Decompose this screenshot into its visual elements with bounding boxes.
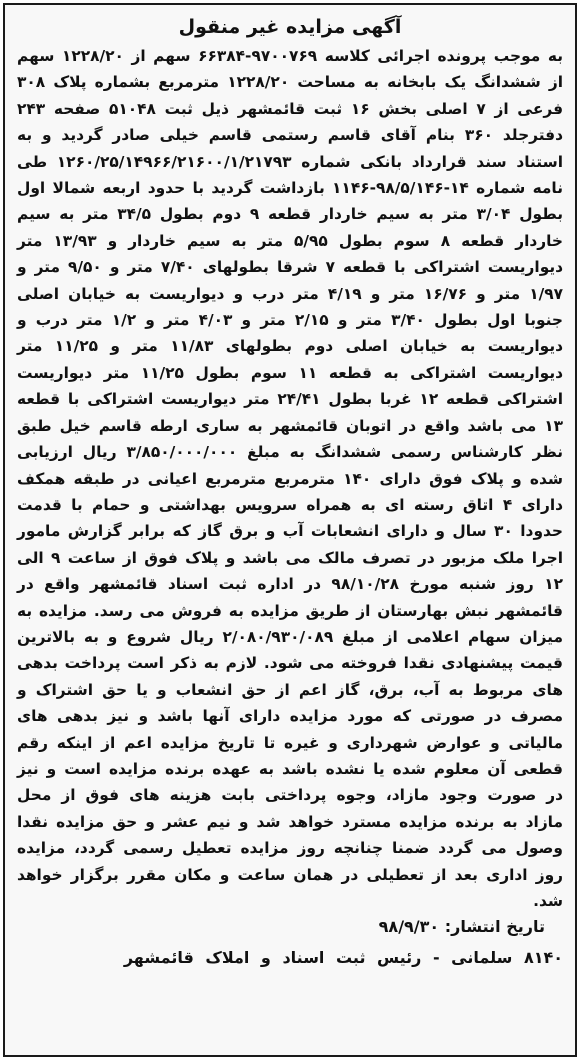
signature-line: ۸۱۴۰ سلمانی - رئیس ثبت اسناد و املاک قائمشهر — [123, 948, 563, 968]
publish-date: تاریخ انتشار: ۹۸/۹/۳۰ — [378, 917, 545, 937]
auction-notice — [17, 13, 563, 972]
notice-body: به موجب پرونده اجرائی کلاسه ۹۷۰۰۷۶۹-۶۶۳۸۴ سهم از ۱۲۲۸/۲۰ سهم از ششدانگ یک بابخانه به مساحت ۱۲۲۸/۲۰ مترمربع بشماره پلاک ۳۰۸ فرعی از ۷ اصلی بخش ۱۶ ثبت قائمشهر ذیل ثبت ۵۱۰۴۸ صفحه ۲۴۳ دفترجلد ۳۶۰ بنام آقای قاسم رستمی قاسم خیلی صادر گردید و به استناد سند قرارداد بانکی شماره ۱۲۶۰/۲۵/۱۴۹۶۶/۲۱۶۰۰/۱/۲۱۷۹۳ طی نامه شماره ۱۴-۹۸/۵/۱۴۶-۱۱۴۶ بازداشت گردید با حدود اربعه شمالا اول بطول ۳/۰۴ متر به سیم خاردار قطعه ۹ دوم بطول ۳۴/۵ متر به سیم خاردار قطعه ۸ سوم بطول ۵/۹۵ متر به سیم خاردار و ۱۳/۹۳ متر دیواریست اشتراکی با قطعه ۷ شرقا بطولهای ۷/۴۰ متر و ۹/۵۰ متر و ۱/۹۷ متر و ۱۶/۷۶ متر و ۴/۱۹ متر درب و دیواریست به خیابان اصلی جنوبا اول بطول ۳/۴۰ متر و ۲/۱۵ متر و ۴/۰۳ متر و ۱/۲ متر درب و دیواریست به خیابان اصلی دوم بطولهای ۱۱/۸۳ متر و ۱۱/۲۵ متر دیواریست اشتراکی به قطعه ۱۱ سوم بطول ۱۱/۲۵ متر دیواریست اشتراکی قطعه ۱۲ غربا بطول ۲۴/۴۱ متر دیواریست اشتراکی با قطعه ۱۳ می باشد واقع در اتوبان قائمشهر به ساری ارطه قاسم خیل طبق نظر کارشناس رسمی ششدانگ به مبلغ ۳/۸۵۰/۰۰۰/۰۰۰ ریال ارزیابی شده و پلاک فوق دارای ۱۴۰ مترمربع مترمربع اعیانی در طبقه همکف دارای ۴ اتاق رسته ای به همراه سرویس بهداشتی و حمام با قدمت حدودا ۳۰ سال و دارای انشعابات آب و برق گاز که برابر گزارش مامور اجرا ملک مزبور در تصرف مالک می باشد و پلاک فوق از ساعت ۹ الی ۱۲ روز شنبه مورخ ۹۸/۱۰/۲۸ در اداره ثبت اسناد قائمشهر واقع در قائمشهر نبش بهارستان از طریق مزایده به فروش می رسد. مزایده به میزان سهام اعلامی از مبلغ ۲/۰۸۰/۹۳۰/۰۸۹ ریال شروع و به بالاترین قیمت پیشنهادی نقدا فروخته می شود. لازم به ذکر است پرداخت بدهی های مربوط به آب، برق، گاز اعم از حق انشعاب و یا حق اشتراک و مصرف در صورتی که مورد مزایده دارای آنها باشد و نیز بدهی های مالیاتی و عوارض شهرداری و غیره تا تاریخ مزایده اعم از اینکه رقم قطعی آن معلوم شده یا نشده باشد به عهده برنده مزایده است و نیز در صورت وجود مازاد، وجوه پرداختی بابت هزینه های فوق از محل مازاد به برنده مزایده مسترد خواهد شد و نیم عشر و حق مزایده نقدا وصول می گردد ضمنا چنانچه روز مزایده تعطیل رسمی گردد، مزایده روز اداری بعد از تعطیلی در همان ساعت و مکان مقرر برگزار خواهد شد. — [17, 47, 564, 910]
notice-title: آگهی مزایده غیر منقول — [178, 16, 402, 38]
notice-frame — [3, 3, 577, 1057]
